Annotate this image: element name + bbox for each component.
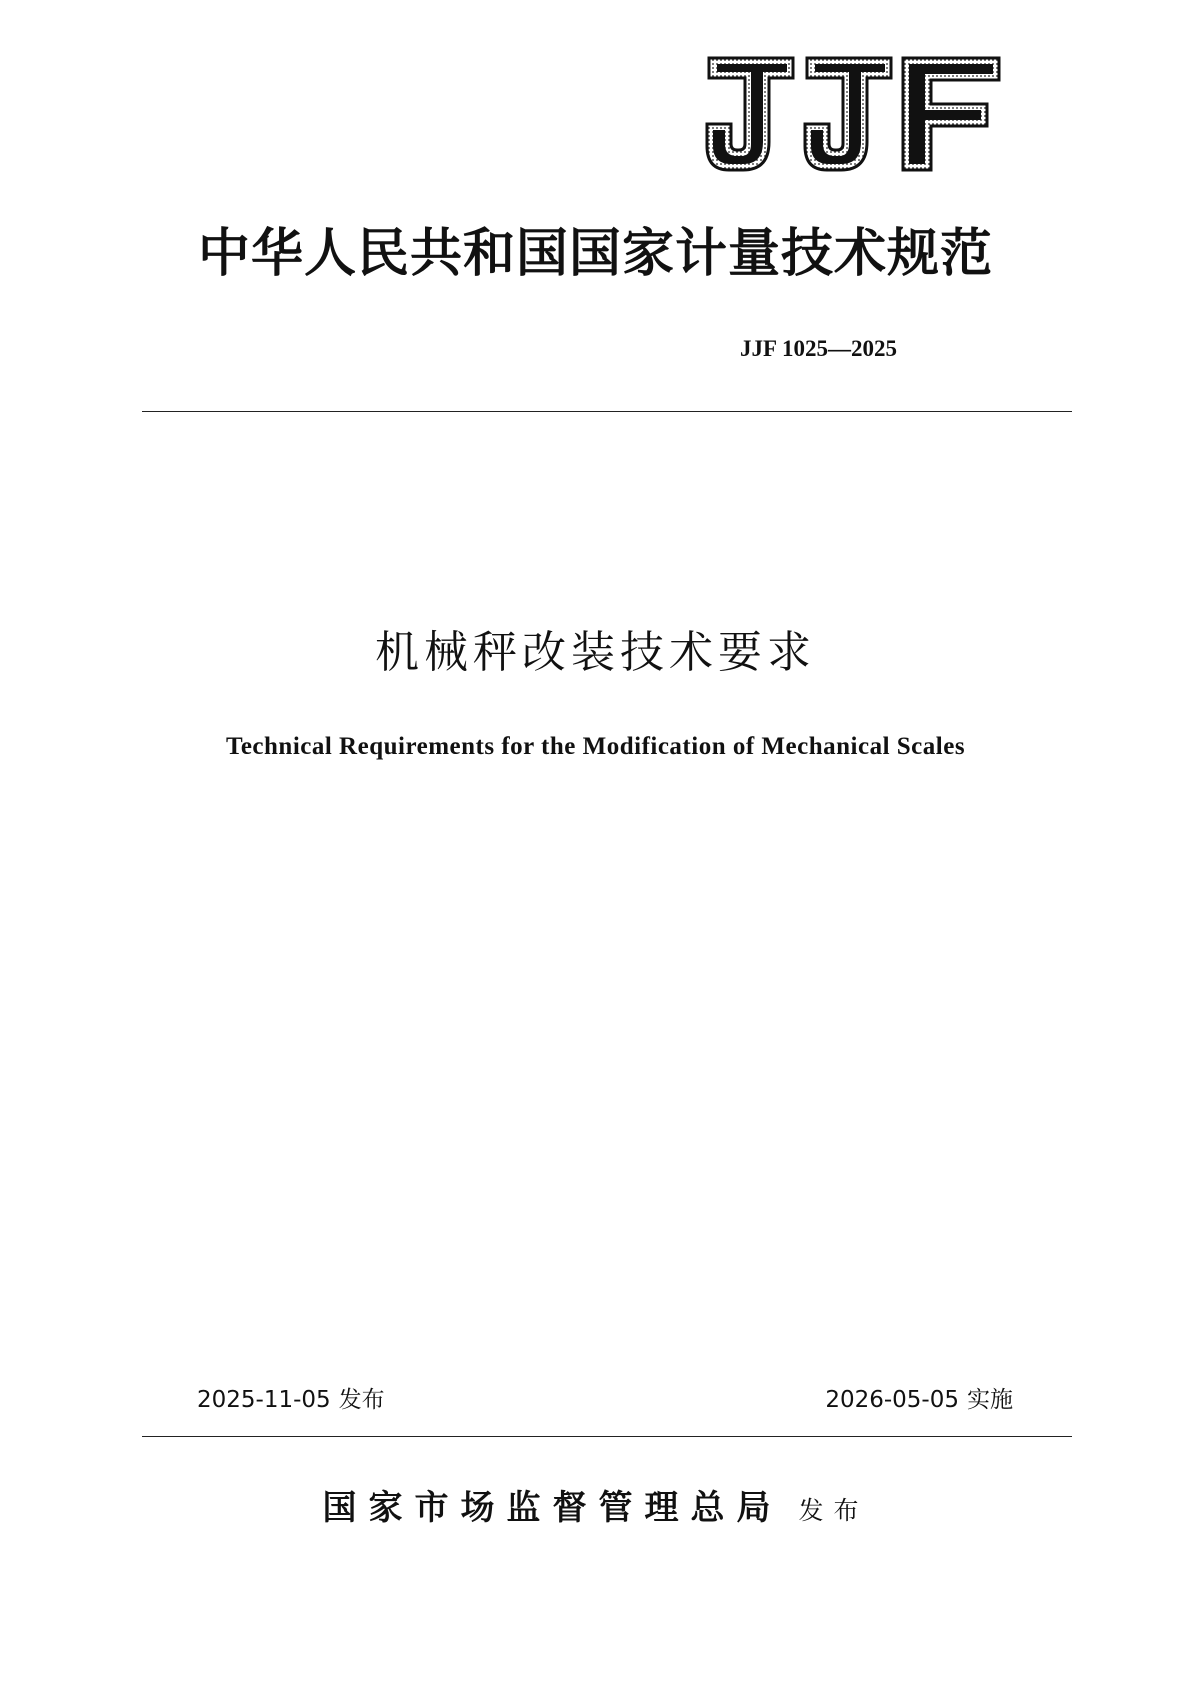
publisher-line: [0, 1480, 1191, 1529]
issue-date-value: 2025-11-05: [197, 1387, 331, 1413]
standard-category-title: 中华人民共和国国家计量技术规范: [197, 224, 993, 284]
publisher-name: 国家市场监督管理总局: [322, 1488, 783, 1528]
document-title-chinese: 机械秤改装技术要求: [375, 627, 816, 678]
standard-number: JJF 1025—2025: [740, 336, 897, 361]
publisher-action: 发布: [798, 1496, 869, 1525]
effective-date-value: 2026-05-05: [825, 1387, 959, 1413]
document-title-english: Technical Requirements for the Modification of Mechanical Scales: [225, 733, 966, 760]
effective-date-label: 实施: [967, 1387, 1013, 1413]
effective-date: [825, 1385, 1013, 1415]
issue-date: [197, 1385, 385, 1415]
bottom-divider: [142, 1436, 1072, 1437]
issue-date-label: 发布: [338, 1387, 385, 1413]
top-divider: [142, 411, 1072, 412]
jjf-logo-icon: [703, 54, 1003, 176]
